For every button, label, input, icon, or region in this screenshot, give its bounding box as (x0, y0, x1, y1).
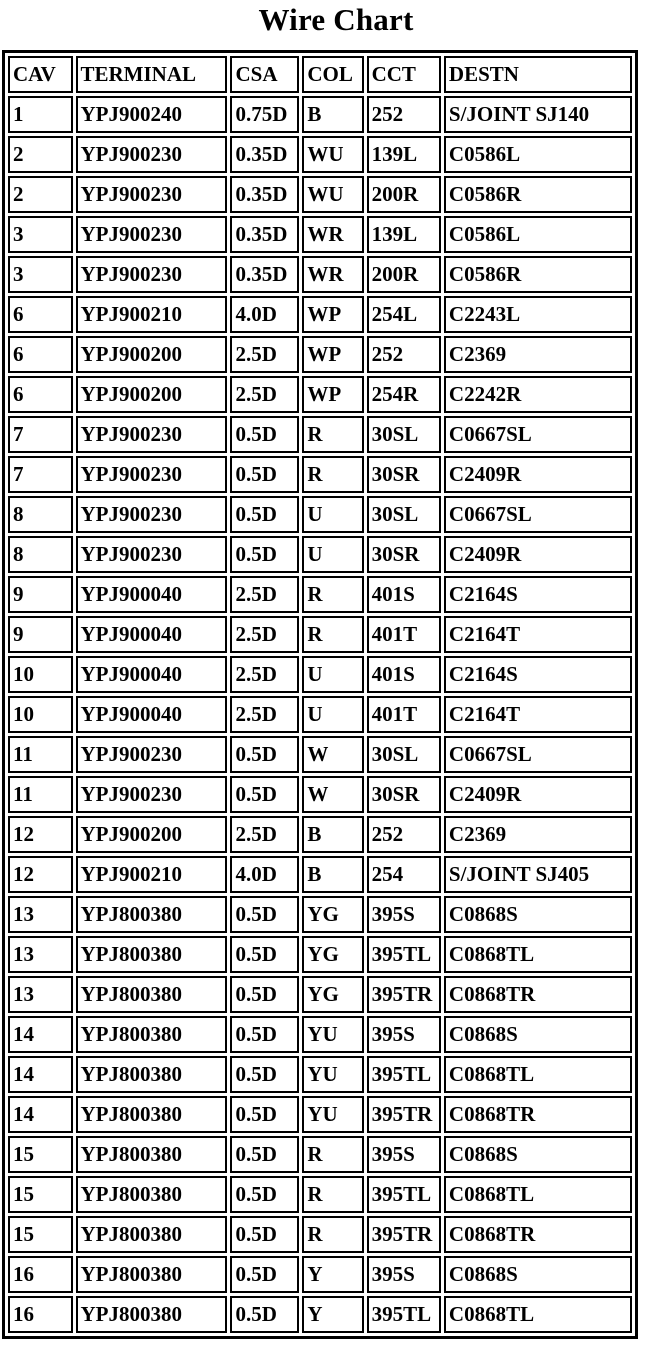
table-row (8, 136, 632, 173)
destn-cell: C0868S (444, 1136, 632, 1173)
terminal-cell: YPJ900230 (76, 136, 228, 173)
cav-cell: 13 (8, 976, 73, 1013)
csa-cell: 0.5D (230, 896, 299, 933)
col-cell: WU (302, 136, 363, 173)
col-cell: WP (302, 376, 363, 413)
csa-cell: 0.5D (230, 736, 299, 773)
terminal-cell: YPJ900040 (76, 696, 228, 733)
destn-cell: C0586L (444, 216, 632, 253)
terminal-cell: YPJ800380 (76, 1296, 228, 1333)
header-cav: CAV (8, 56, 73, 93)
col-cell: B (302, 96, 363, 133)
destn-cell: C2164T (444, 616, 632, 653)
header-terminal: TERMINAL (76, 56, 228, 93)
cav-cell: 6 (8, 376, 73, 413)
table-row (8, 616, 632, 653)
cct-cell: 395S (367, 1136, 441, 1173)
col-cell: B (302, 816, 363, 853)
cct-cell: 395TL (367, 1296, 441, 1333)
col-cell: U (302, 496, 363, 533)
destn-cell: C0868S (444, 1256, 632, 1293)
destn-cell: C0667SL (444, 496, 632, 533)
table-row (8, 896, 632, 933)
destn-cell: C2369 (444, 816, 632, 853)
col-cell: WR (302, 256, 363, 293)
csa-cell: 2.5D (230, 336, 299, 373)
col-cell: WP (302, 296, 363, 333)
table-row (8, 736, 632, 773)
csa-cell: 0.5D (230, 456, 299, 493)
terminal-cell: YPJ900230 (76, 496, 228, 533)
col-cell: WP (302, 336, 363, 373)
cct-cell: 30SR (367, 536, 441, 573)
table-row (8, 256, 632, 293)
csa-cell: 0.35D (230, 216, 299, 253)
cav-cell: 12 (8, 856, 73, 893)
cct-cell: 395TR (367, 1216, 441, 1253)
table-row (8, 1016, 632, 1053)
destn-cell: C0868TR (444, 1216, 632, 1253)
destn-cell: C0868TL (444, 1296, 632, 1333)
cct-cell: 30SR (367, 776, 441, 813)
csa-cell: 0.5D (230, 1056, 299, 1093)
cct-cell: 395TL (367, 1176, 441, 1213)
col-cell: Y (302, 1296, 363, 1333)
cct-cell: 254L (367, 296, 441, 333)
csa-cell: 0.5D (230, 1216, 299, 1253)
col-cell: YU (302, 1016, 363, 1053)
table-row (8, 416, 632, 453)
terminal-cell: YPJ800380 (76, 1176, 228, 1213)
destn-cell: S/JOINT SJ140 (444, 96, 632, 133)
cav-cell: 3 (8, 256, 73, 293)
cct-cell: 30SR (367, 456, 441, 493)
cct-cell: 395S (367, 1256, 441, 1293)
col-cell: R (302, 1136, 363, 1173)
table-row (8, 296, 632, 333)
destn-cell: C0868S (444, 1016, 632, 1053)
csa-cell: 2.5D (230, 616, 299, 653)
cav-cell: 6 (8, 296, 73, 333)
table-row (8, 1296, 632, 1333)
col-cell: U (302, 536, 363, 573)
table-row (8, 816, 632, 853)
terminal-cell: YPJ800380 (76, 1056, 228, 1093)
terminal-cell: YPJ900200 (76, 336, 228, 373)
cct-cell: 401S (367, 576, 441, 613)
col-cell: YG (302, 976, 363, 1013)
terminal-cell: YPJ800380 (76, 1216, 228, 1253)
table-row (8, 496, 632, 533)
cav-cell: 14 (8, 1016, 73, 1053)
cav-cell: 10 (8, 696, 73, 733)
cct-cell: 395TL (367, 1056, 441, 1093)
csa-cell: 4.0D (230, 856, 299, 893)
csa-cell: 2.5D (230, 576, 299, 613)
destn-cell: C0868TR (444, 976, 632, 1013)
cav-cell: 1 (8, 96, 73, 133)
destn-cell: C2369 (444, 336, 632, 373)
cct-cell: 30SL (367, 736, 441, 773)
col-cell: R (302, 1176, 363, 1213)
destn-cell: C0868TL (444, 1056, 632, 1093)
cav-cell: 8 (8, 536, 73, 573)
col-cell: YU (302, 1056, 363, 1093)
table-row (8, 976, 632, 1013)
table-row (8, 176, 632, 213)
terminal-cell: YPJ800380 (76, 1096, 228, 1133)
csa-cell: 2.5D (230, 656, 299, 693)
table-row (8, 96, 632, 133)
cav-cell: 2 (8, 136, 73, 173)
cct-cell: 395TR (367, 1096, 441, 1133)
terminal-cell: YPJ900230 (76, 736, 228, 773)
destn-cell: C0868S (444, 896, 632, 933)
cct-cell: 252 (367, 336, 441, 373)
table-row (8, 1216, 632, 1253)
destn-cell: C0868TR (444, 1096, 632, 1133)
cav-cell: 14 (8, 1096, 73, 1133)
cav-cell: 13 (8, 936, 73, 973)
csa-cell: 0.5D (230, 416, 299, 453)
table-body (8, 96, 632, 1333)
destn-cell: C2164S (444, 656, 632, 693)
table-row (8, 336, 632, 373)
table-row (8, 456, 632, 493)
header-col: COL (302, 56, 363, 93)
cct-cell: 200R (367, 256, 441, 293)
cct-cell: 252 (367, 816, 441, 853)
cav-cell: 9 (8, 616, 73, 653)
csa-cell: 0.5D (230, 776, 299, 813)
csa-cell: 2.5D (230, 376, 299, 413)
csa-cell: 0.5D (230, 1176, 299, 1213)
csa-cell: 0.75D (230, 96, 299, 133)
col-cell: R (302, 456, 363, 493)
destn-cell: C2164T (444, 696, 632, 733)
cav-cell: 2 (8, 176, 73, 213)
page-title: Wire Chart (258, 2, 414, 37)
destn-cell: C0868TL (444, 1176, 632, 1213)
cav-cell: 11 (8, 776, 73, 813)
table-row (8, 656, 632, 693)
cav-cell: 7 (8, 456, 73, 493)
csa-cell: 0.5D (230, 1296, 299, 1333)
terminal-cell: YPJ900040 (76, 576, 228, 613)
wire-table (2, 50, 638, 1339)
col-cell: U (302, 656, 363, 693)
col-cell: YG (302, 896, 363, 933)
cct-cell: 252 (367, 96, 441, 133)
terminal-cell: YPJ800380 (76, 1016, 228, 1053)
destn-cell: S/JOINT SJ405 (444, 856, 632, 893)
col-cell: R (302, 416, 363, 453)
terminal-cell: YPJ900230 (76, 216, 228, 253)
cav-cell: 7 (8, 416, 73, 453)
terminal-cell: YPJ900230 (76, 456, 228, 493)
col-cell: YG (302, 936, 363, 973)
terminal-cell: YPJ800380 (76, 976, 228, 1013)
csa-cell: 0.5D (230, 976, 299, 1013)
destn-cell: C0586R (444, 256, 632, 293)
cct-cell: 395S (367, 1016, 441, 1053)
csa-cell: 0.5D (230, 1096, 299, 1133)
cav-cell: 10 (8, 656, 73, 693)
col-cell: W (302, 776, 363, 813)
csa-cell: 0.35D (230, 176, 299, 213)
cct-cell: 395TL (367, 936, 441, 973)
csa-cell: 0.5D (230, 1256, 299, 1293)
terminal-cell: YPJ900230 (76, 416, 228, 453)
table-row (8, 216, 632, 253)
cct-cell: 395S (367, 896, 441, 933)
table-row (8, 1176, 632, 1213)
destn-cell: C0586L (444, 136, 632, 173)
destn-cell: C2243L (444, 296, 632, 333)
destn-cell: C0586R (444, 176, 632, 213)
table-row (8, 576, 632, 613)
table-row (8, 1256, 632, 1293)
csa-cell: 0.5D (230, 536, 299, 573)
cav-cell: 15 (8, 1216, 73, 1253)
destn-cell: C0667SL (444, 736, 632, 773)
cav-cell: 11 (8, 736, 73, 773)
cav-cell: 9 (8, 576, 73, 613)
col-cell: R (302, 616, 363, 653)
destn-cell: C2242R (444, 376, 632, 413)
cct-cell: 395TR (367, 976, 441, 1013)
destn-cell: C2409R (444, 776, 632, 813)
table-row (8, 376, 632, 413)
col-cell: WU (302, 176, 363, 213)
terminal-cell: YPJ800380 (76, 896, 228, 933)
csa-cell: 0.5D (230, 496, 299, 533)
table-row (8, 776, 632, 813)
cav-cell: 14 (8, 1056, 73, 1093)
cct-cell: 254R (367, 376, 441, 413)
header-row (8, 56, 632, 93)
cct-cell: 254 (367, 856, 441, 893)
cav-cell: 12 (8, 816, 73, 853)
table-row (8, 856, 632, 893)
terminal-cell: YPJ900230 (76, 776, 228, 813)
csa-cell: 2.5D (230, 816, 299, 853)
terminal-cell: YPJ900210 (76, 296, 228, 333)
col-cell: YU (302, 1096, 363, 1133)
terminal-cell: YPJ900230 (76, 536, 228, 573)
table-row (8, 696, 632, 733)
cav-cell: 16 (8, 1256, 73, 1293)
table-row (8, 1056, 632, 1093)
cct-cell: 401T (367, 696, 441, 733)
cav-cell: 16 (8, 1296, 73, 1333)
terminal-cell: YPJ900230 (76, 176, 228, 213)
header-cct: CCT (367, 56, 441, 93)
cct-cell: 139L (367, 136, 441, 173)
cav-cell: 8 (8, 496, 73, 533)
cav-cell: 3 (8, 216, 73, 253)
csa-cell: 0.5D (230, 1016, 299, 1053)
col-cell: W (302, 736, 363, 773)
table-row (8, 1136, 632, 1173)
col-cell: R (302, 1216, 363, 1253)
table-row (8, 936, 632, 973)
destn-cell: C2164S (444, 576, 632, 613)
csa-cell: 0.5D (230, 1136, 299, 1173)
terminal-cell: YPJ800380 (76, 936, 228, 973)
cct-cell: 401S (367, 656, 441, 693)
col-cell: U (302, 696, 363, 733)
cct-cell: 200R (367, 176, 441, 213)
col-cell: R (302, 576, 363, 613)
destn-cell: C0868TL (444, 936, 632, 973)
col-cell: WR (302, 216, 363, 253)
csa-cell: 0.35D (230, 256, 299, 293)
terminal-cell: YPJ900040 (76, 616, 228, 653)
terminal-cell: YPJ800380 (76, 1136, 228, 1173)
cav-cell: 13 (8, 896, 73, 933)
cct-cell: 139L (367, 216, 441, 253)
destn-cell: C2409R (444, 456, 632, 493)
cct-cell: 30SL (367, 496, 441, 533)
cct-cell: 30SL (367, 416, 441, 453)
terminal-cell: YPJ900210 (76, 856, 228, 893)
cav-cell: 15 (8, 1176, 73, 1213)
cav-cell: 6 (8, 336, 73, 373)
csa-cell: 4.0D (230, 296, 299, 333)
table-row (8, 1096, 632, 1133)
destn-cell: C2409R (444, 536, 632, 573)
header-csa: CSA (230, 56, 299, 93)
terminal-cell: YPJ800380 (76, 1256, 228, 1293)
col-cell: B (302, 856, 363, 893)
csa-cell: 0.5D (230, 936, 299, 973)
terminal-cell: YPJ900040 (76, 656, 228, 693)
csa-cell: 0.35D (230, 136, 299, 173)
csa-cell: 2.5D (230, 696, 299, 733)
col-cell: Y (302, 1256, 363, 1293)
terminal-cell: YPJ900230 (76, 256, 228, 293)
terminal-cell: YPJ900200 (76, 376, 228, 413)
terminal-cell: YPJ900200 (76, 816, 228, 853)
cav-cell: 15 (8, 1136, 73, 1173)
terminal-cell: YPJ900240 (76, 96, 228, 133)
table-row (8, 536, 632, 573)
destn-cell: C0667SL (444, 416, 632, 453)
header-destn: DESTN (444, 56, 632, 93)
cct-cell: 401T (367, 616, 441, 653)
